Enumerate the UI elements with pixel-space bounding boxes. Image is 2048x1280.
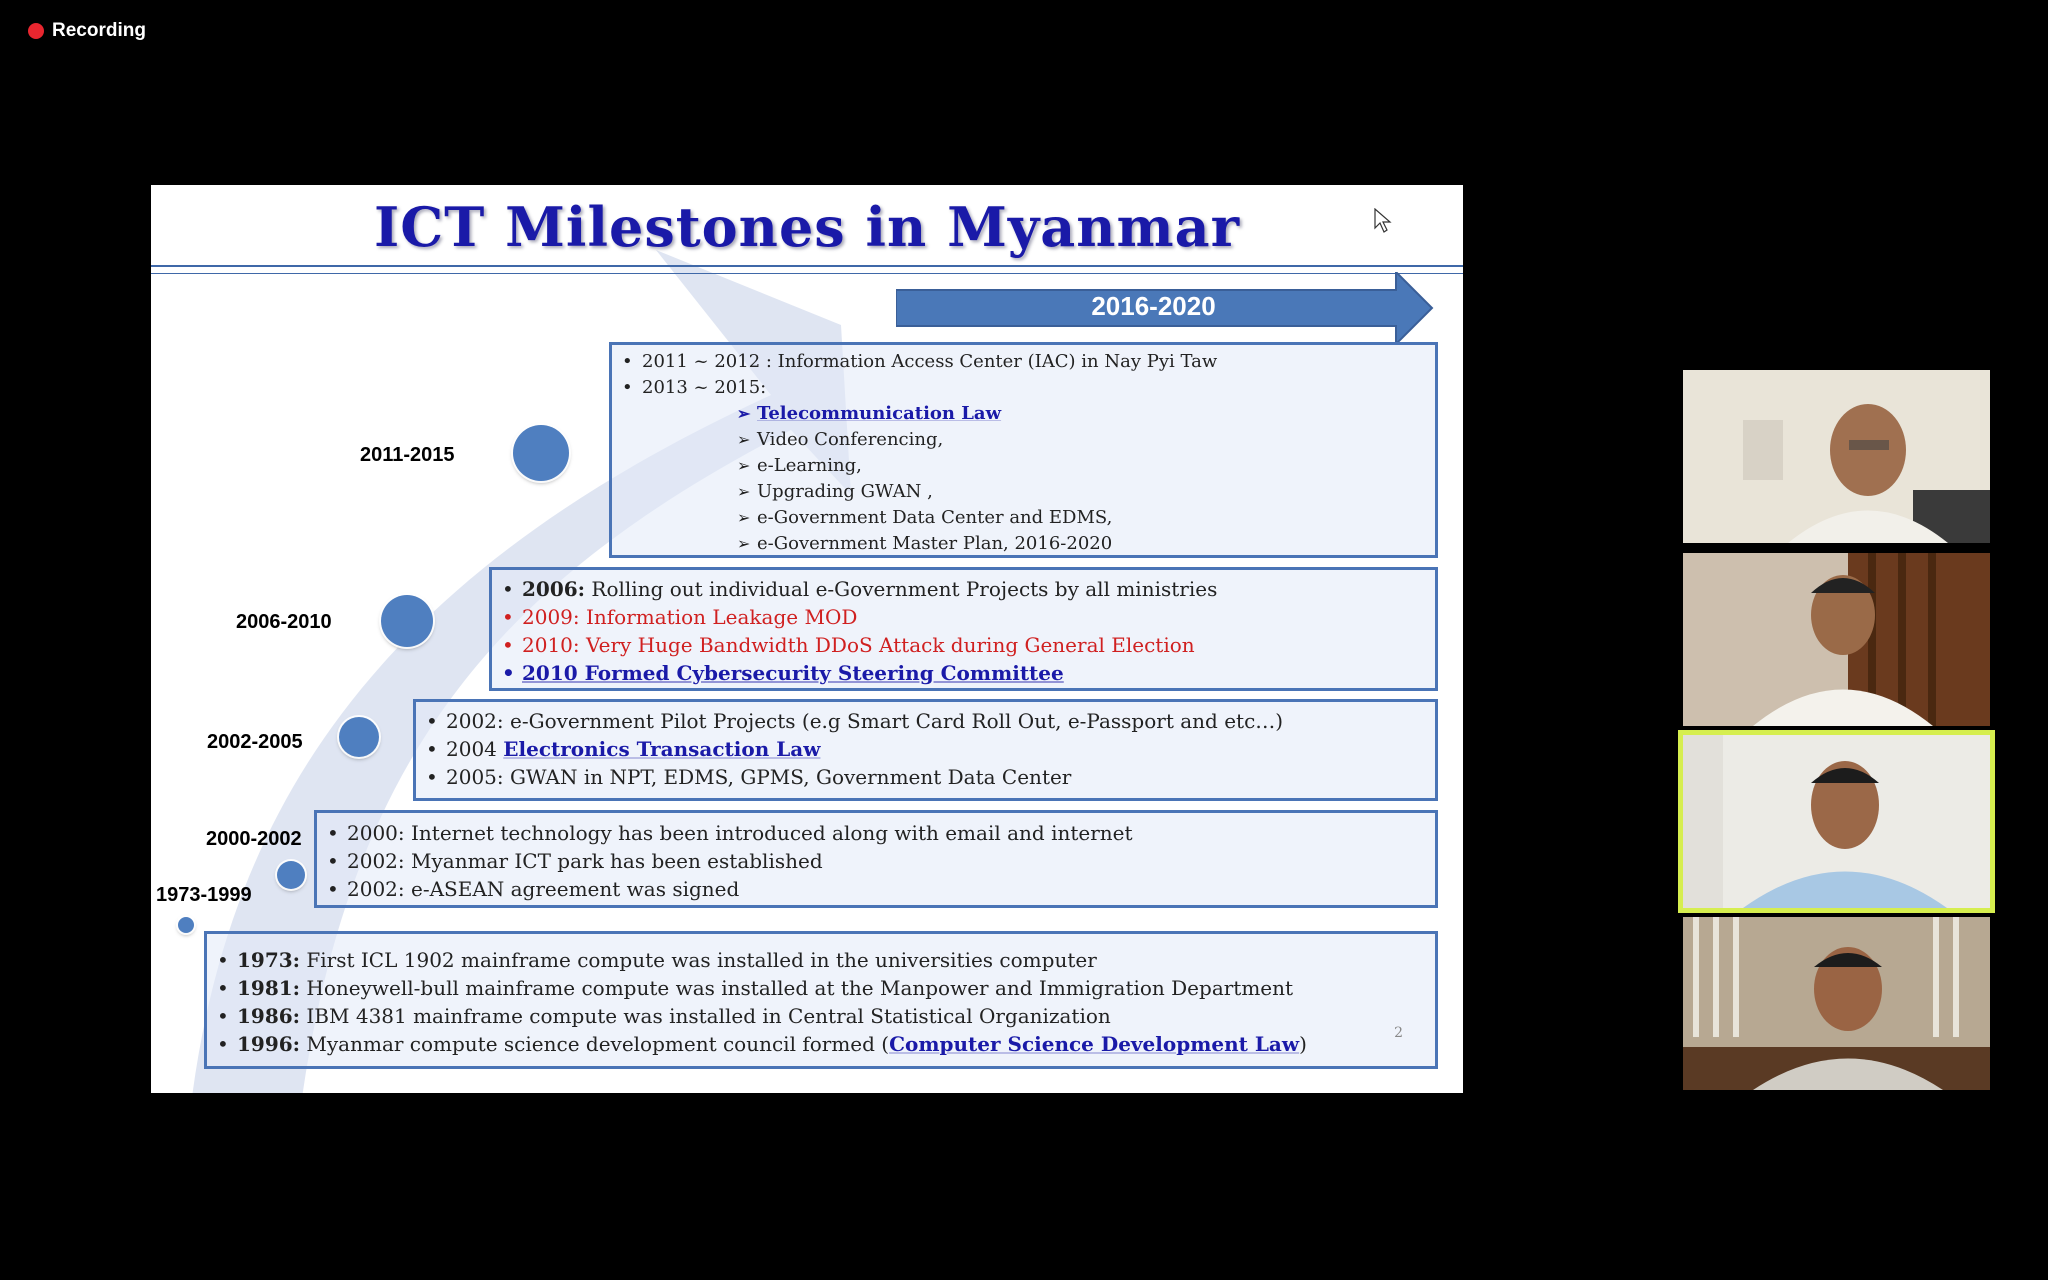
shared-slide: [151, 185, 1463, 1093]
participant-video-tile[interactable]: [1683, 370, 1990, 543]
milestone-item: • 1981: Honeywell-bull mainframe compute was installed at the Manpower and Immigration Department: [217, 974, 1425, 1002]
milestone-item: • 2000: Internet technology has been introduced along with email and internet: [327, 819, 1425, 847]
timeline-dot: [339, 717, 379, 757]
participant-video-tile[interactable]: [1683, 917, 1990, 1090]
period-arrow-label: 2016-2020: [1091, 291, 1216, 321]
milestone-box-2011-2015: [609, 342, 1438, 558]
milestone-item: • 2004 Electronics Transaction Law: [426, 735, 1425, 763]
milestone-box-2000-2002: [314, 810, 1438, 908]
milestone-item: • 1996: Myanmar compute science development council formed (Computer Science Development Law): [217, 1030, 1425, 1058]
milestone-item: • 2010: Very Huge Bandwidth DDoS Attack during General Election: [502, 631, 1425, 659]
milestone-box-2002-2005: [413, 699, 1438, 801]
milestone-subitem: ➢ Upgrading GWAN ,: [622, 479, 1425, 505]
slide-page-number: 2: [1394, 1025, 1403, 1041]
milestone-box-2006-2010: [489, 567, 1438, 691]
milestone-item: • 2002: Myanmar ICT park has been established: [327, 847, 1425, 875]
timeline-dot: [513, 425, 569, 481]
milestone-item: • 2011 ~ 2012 : Information Access Center (IAC) in Nay Pyi Taw: [622, 349, 1425, 375]
period-label-2006-2010: 2006-2010: [236, 611, 332, 633]
milestone-subitem: ➢ e-Government Data Center and EDMS,: [622, 505, 1425, 531]
participant-video: [1683, 917, 1990, 1090]
milestone-item: • 1986: IBM 4381 mainframe compute was installed in Central Statistical Organization: [217, 1002, 1425, 1030]
milestone-item: • 2002: e-Government Pilot Projects (e.g Smart Card Roll Out, e-Passport and etc…): [426, 707, 1425, 735]
title-divider: [151, 265, 1463, 267]
participant-video: [1683, 735, 1990, 908]
milestone-subitem: ➢ Video Conferencing,: [622, 427, 1425, 453]
recording-indicator[interactable]: [28, 20, 146, 42]
slide-title: ICT Milestones in Myanmar: [373, 195, 1241, 259]
period-label-2002-2005: 2002-2005: [207, 731, 303, 753]
recording-label: Recording: [52, 20, 146, 41]
milestone-item: • 2005: GWAN in NPT, EDMS, GPMS, Government Data Center: [426, 763, 1425, 791]
milestone-item: • 1973: First ICL 1902 mainframe compute was installed in the universities computer: [217, 946, 1425, 974]
milestone-item: • 2006: Rolling out individual e-Government Projects by all ministries: [502, 575, 1425, 603]
milestone-subitem: ➢ Telecommunication Law: [622, 401, 1425, 427]
participant-video-tile-active-speaker[interactable]: [1683, 735, 1990, 908]
participant-video-tile[interactable]: [1683, 553, 1990, 726]
milestone-subitem: ➢ e-Learning,: [622, 453, 1425, 479]
period-label-2011-2015: 2011-2015: [360, 444, 455, 466]
milestone-item: • 2009: Information Leakage MOD: [502, 603, 1425, 631]
period-label-1973-1999: 1973-1999: [156, 884, 252, 906]
participant-video: [1683, 553, 1990, 726]
mouse-cursor-icon: [1374, 208, 1392, 234]
timeline-dot: [277, 861, 305, 889]
record-dot-icon: [28, 23, 44, 39]
milestone-subitem: ➢ e-Government Master Plan, 2016-2020: [622, 531, 1425, 557]
timeline-dot: [381, 595, 433, 647]
milestone-box-1973-1999: [204, 931, 1438, 1069]
milestone-item: • 2010 Formed Cybersecurity Steering Committee: [502, 659, 1425, 687]
participant-video: [1683, 370, 1990, 543]
period-label-2000-2002: 2000-2002: [206, 828, 302, 850]
milestone-item: • 2002: e-ASEAN agreement was signed: [327, 875, 1425, 903]
timeline-dot: [178, 917, 194, 933]
milestone-item: • 2013 ~ 2015:: [622, 375, 1425, 401]
